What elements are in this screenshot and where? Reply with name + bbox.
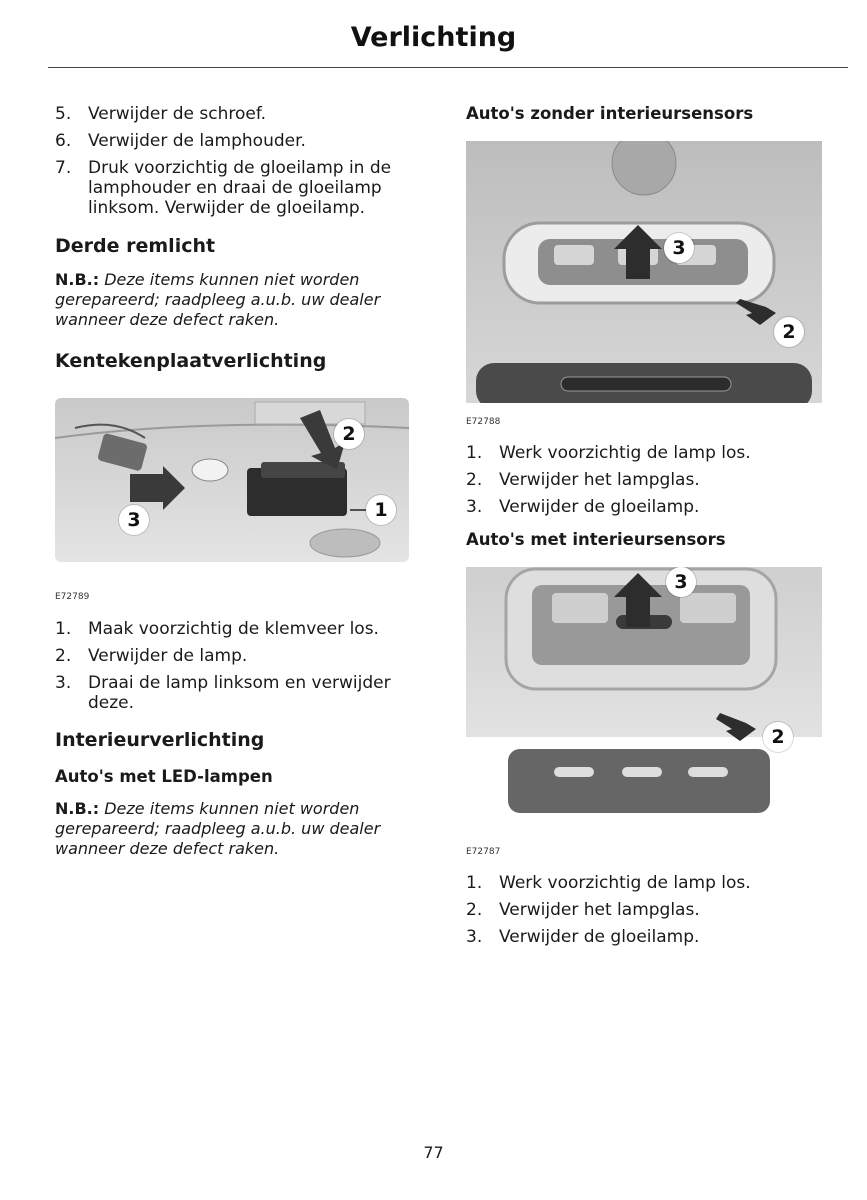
met-steps-list <box>466 873 826 947</box>
note-interieur: N.B.: Deze items kunnen niet worden gerepareerd; raadpleeg a.u.b. uw dealer wanneer deze defect raken. <box>55 799 381 858</box>
heading-kentekenplaatverlichting: Kentekenplaatverlichting <box>55 350 327 372</box>
header-divider <box>48 67 848 68</box>
list-item: 2. Verwijder het lampglas. <box>466 470 700 490</box>
heading-interieurverlichting: Interieurverlichting <box>55 729 265 751</box>
figure-code: E72787 <box>466 847 501 857</box>
list-item: 6. Verwijder de lamphouder. <box>55 131 306 151</box>
page-number: 77 <box>423 1143 444 1162</box>
list-item: 3. Draai de lamp linksom en verwijder deze. <box>55 673 391 713</box>
figure-met-sensors <box>466 567 822 829</box>
page-title: Verlichting <box>350 22 517 53</box>
intro-steps-list <box>55 104 415 218</box>
list-item: 2. Verwijder het lampglas. <box>466 900 700 920</box>
left-column <box>55 104 415 859</box>
interior-lamp-no-sensor-illustration <box>466 141 822 403</box>
list-item: 5. Verwijder de schroef. <box>55 104 267 124</box>
figure-zonder-sensors <box>466 141 822 403</box>
figure-code: E72788 <box>466 417 501 427</box>
subheading-led-lampen: Auto's met LED-lampen <box>55 767 273 786</box>
list-item: 1. Maak voorzichtig de klemveer los. <box>55 619 379 639</box>
figure-code: E72789 <box>55 592 90 602</box>
list-item: 1. Werk voorzichtig de lamp los. <box>466 443 751 463</box>
list-item: 3. Verwijder de gloeilamp. <box>466 927 700 947</box>
heading-zonder-sensors: Auto's zonder interieursensors <box>466 104 754 123</box>
right-column <box>466 104 826 954</box>
list-item: 1. Werk voorzichtig de lamp los. <box>466 873 751 893</box>
heading-met-sensors: Auto's met interieursensors <box>466 530 726 549</box>
interior-lamp-with-sensor-illustration <box>466 567 822 829</box>
list-item: 3. Verwijder de gloeilamp. <box>466 497 700 517</box>
callout-3: 3 <box>666 567 696 597</box>
callout-3: 3 <box>664 233 694 263</box>
kenteken-steps-list <box>55 619 415 713</box>
callout-2: 2 <box>774 317 804 347</box>
callout-3: 3 <box>119 505 149 535</box>
heading-derde-remlicht: Derde remlicht <box>55 235 216 257</box>
figure-kentekenplaat <box>55 398 409 562</box>
list-item: 2. Verwijder de lamp. <box>55 646 248 666</box>
list-item: 7. Druk voorzichtig de gloeilamp in de lamphouder en draai de gloeilamp linksom. Verwijder de gloeilamp. <box>55 158 392 218</box>
zonder-steps-list <box>466 443 826 517</box>
callout-1: 1 <box>366 495 396 525</box>
callout-2: 2 <box>763 722 793 752</box>
callout-2: 2 <box>334 419 364 449</box>
note-derde-remlicht: N.B.: Deze items kunnen niet worden gerepareerd; raadpleeg a.u.b. uw dealer wanneer deze defect raken. <box>55 270 381 329</box>
